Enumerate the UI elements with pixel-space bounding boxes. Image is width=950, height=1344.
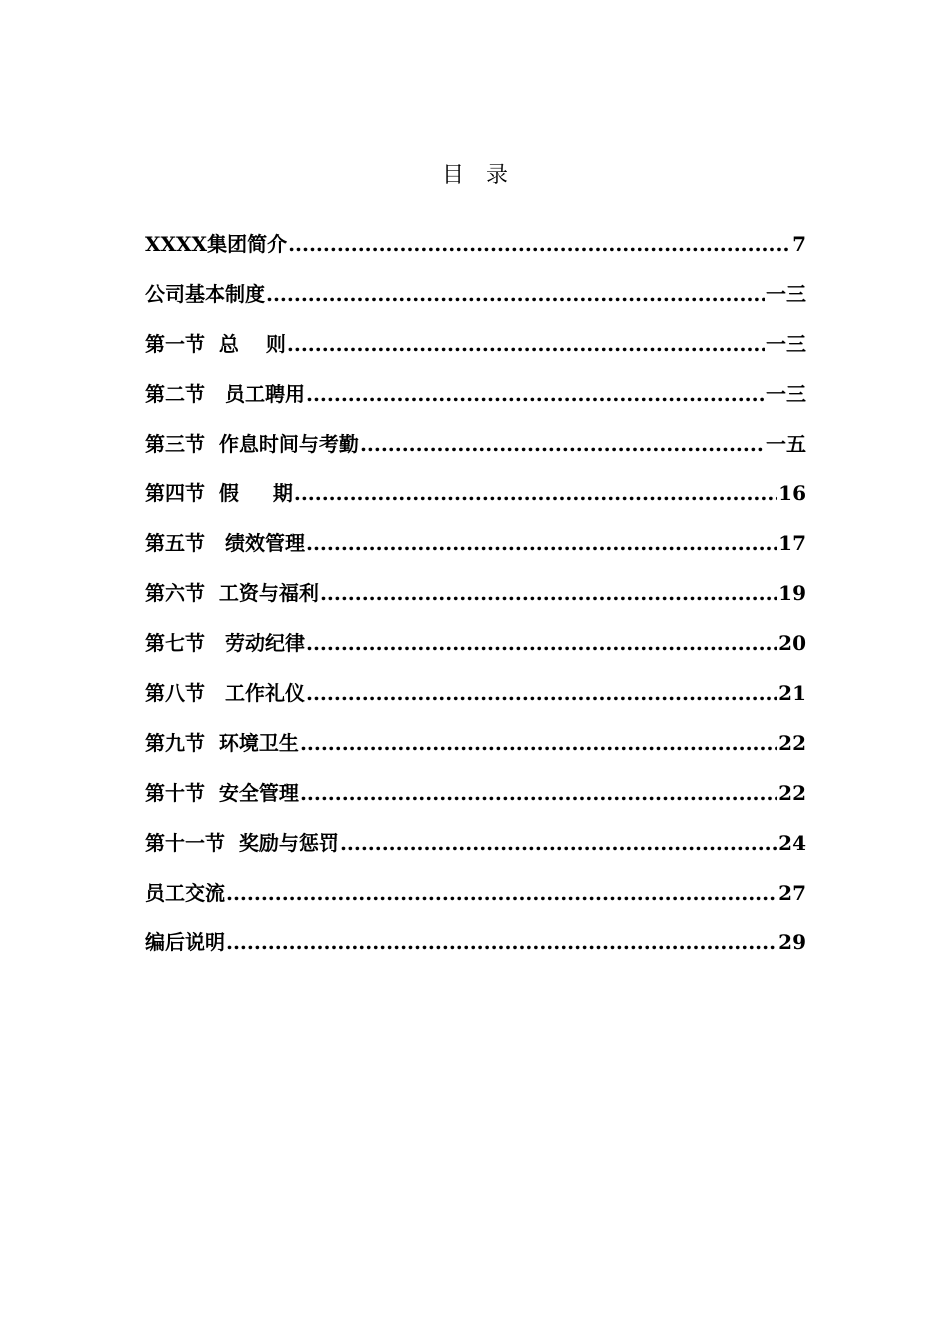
toc-entry-label: 第六节 工资与福利 [145, 581, 319, 606]
toc-entry-label: XXXX集团简介 [145, 232, 288, 256]
toc-entry[interactable] [145, 877, 806, 927]
toc-dot-leader [340, 827, 777, 859]
toc-entry-label: 编后说明 [145, 930, 225, 955]
toc-entry-label: 第十节 安全管理 [145, 780, 299, 805]
toc-entry-page: 一三 [766, 381, 806, 406]
toc-dot-leader [226, 877, 777, 909]
toc-entry[interactable] [145, 827, 806, 877]
toc-entry[interactable] [145, 727, 806, 777]
toc-entry-page: 21 [778, 681, 806, 706]
toc-entry[interactable] [145, 328, 806, 378]
toc-dot-leader [300, 777, 777, 809]
toc-entry-page: 24 [778, 830, 806, 855]
toc-entry-label: 第三节 作息时间与考勤 [145, 431, 359, 456]
toc-entry-page: 22 [778, 730, 806, 755]
toc-title: 目 录 [441, 163, 508, 188]
toc-entry-label: 第八节 工作礼仪 [145, 681, 305, 706]
toc-dot-leader [306, 627, 777, 659]
toc-entry-label: 员工交流 [145, 880, 225, 905]
toc-entry-page: 22 [778, 780, 806, 805]
toc-entry[interactable] [145, 228, 806, 278]
toc-dot-leader [294, 477, 777, 509]
toc-entry-label: 第九节 环境卫生 [145, 730, 299, 755]
toc-entry[interactable] [145, 926, 806, 976]
toc-entry[interactable] [145, 477, 806, 527]
toc-entry-page: 一五 [766, 431, 806, 456]
toc-entry-page: 19 [778, 581, 806, 606]
toc-entry-page: 一三 [766, 281, 806, 306]
toc-entry-page: 20 [778, 631, 806, 656]
toc-entry-label: 第二节 员工聘用 [145, 381, 305, 406]
toc-dot-leader [360, 428, 765, 460]
toc-dot-leader [226, 926, 777, 958]
toc-entry-label: 第五节 绩效管理 [145, 531, 305, 556]
toc-entry-label: 公司基本制度 [145, 281, 265, 306]
toc-entry-label: 第十一节 奖励与惩罚 [145, 830, 339, 855]
toc-entry-page: 17 [778, 531, 806, 556]
toc-dot-leader [266, 278, 765, 310]
toc-entry[interactable] [145, 777, 806, 827]
toc-dot-leader [300, 727, 777, 759]
toc-dot-leader [288, 228, 791, 260]
toc-entry[interactable] [145, 677, 806, 727]
toc-entry[interactable] [145, 378, 806, 428]
toc-entry[interactable] [145, 527, 806, 577]
toc-entry-page: 29 [778, 930, 806, 955]
toc-entry[interactable] [145, 577, 806, 627]
toc-dot-leader [287, 328, 765, 360]
toc-dot-leader [306, 527, 777, 559]
toc-dot-leader [306, 378, 765, 410]
toc-entry-label: 第七节 劳动纪律 [145, 631, 305, 656]
toc-entry[interactable] [145, 428, 806, 478]
toc-entry-label: 第四节 假 期 [145, 481, 293, 506]
toc-entry-label: 第一节 总 则 [145, 331, 286, 356]
toc-list [145, 228, 806, 976]
toc-entry-page: 7 [792, 232, 806, 256]
toc-entry-page: 一三 [766, 331, 806, 356]
toc-entry-page: 16 [778, 481, 806, 506]
toc-entry[interactable] [145, 627, 806, 677]
toc-entry-page: 27 [778, 880, 806, 905]
toc-dot-leader [320, 577, 777, 609]
toc-entry[interactable] [145, 278, 806, 328]
toc-dot-leader [306, 677, 777, 709]
